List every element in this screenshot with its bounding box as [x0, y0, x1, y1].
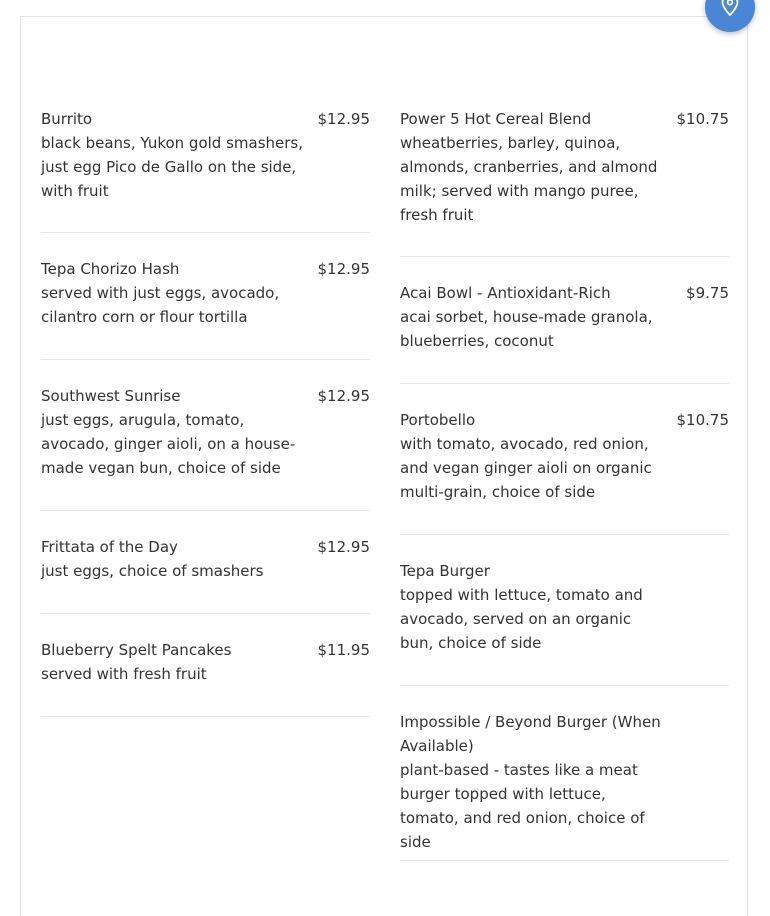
menu-item-price: $9.75 [686, 284, 729, 302]
menu-item [41, 233, 370, 360]
menu-item-description: served with fresh fruit [41, 665, 207, 683]
menu-item-price: $11.95 [317, 641, 370, 659]
menu-item-name: Tepa Chorizo Hash [41, 260, 180, 278]
menu-column-right [400, 107, 729, 861]
menu-item-text [400, 107, 662, 227]
menu-item-description: with tomato, avocado, red onion, and vegan ginger aioli on organic multi-grain, choice of side [400, 435, 652, 501]
menu-item [41, 614, 370, 717]
menu-item-name: Power 5 Hot Cereal Blend [400, 110, 592, 128]
menu-card [20, 16, 748, 916]
menu-item-name: Southwest Sunrise [41, 387, 181, 405]
menu-item-description: just eggs, arugula, tomato, avocado, ginger aioli, on a house-made vegan bun, choice of side [41, 411, 296, 477]
menu-item-text [41, 638, 303, 686]
menu-item-price: $10.75 [676, 110, 729, 128]
menu-item-name: Impossible / Beyond Burger (When Available) [400, 713, 661, 755]
menu-item-text [400, 710, 662, 854]
menu-item-price: $12.95 [317, 538, 370, 556]
menu-item-name: Portobello [400, 411, 476, 429]
menu-item [400, 686, 729, 861]
map-pin-icon [721, 0, 739, 20]
menu-item-price: $12.95 [317, 260, 370, 278]
menu-item-text [41, 257, 303, 329]
menu-item-description: black beans, Yukon gold smashers, just egg Pico de Gallo on the side, with fruit [41, 134, 304, 200]
menu-item-text [400, 281, 662, 353]
menu-item-text [400, 559, 662, 655]
menu-item-text [41, 535, 303, 583]
menu-item-description: plant-based - tastes like a meat burger topped with lettuce, tomato, and red onion, choice of side [400, 761, 645, 851]
menu-item-name: Tepa Burger [400, 562, 490, 580]
menu-item-text [41, 107, 303, 203]
menu-item-description: acai sorbet, house-made granola, blueberries, coconut [400, 308, 653, 350]
menu-item-text [400, 408, 662, 504]
menu-item-description: wheatberries, barley, quinoa, almonds, cranberries, and almond milk; served with mango puree, fresh fruit [400, 134, 658, 224]
menu-item [41, 511, 370, 614]
menu-item-text [41, 384, 303, 480]
menu-item-name: Acai Bowl - Antioxidant-Rich [400, 284, 611, 302]
menu-item-price: $10.75 [676, 411, 729, 429]
menu-item-description: just eggs, choice of smashers [41, 562, 264, 580]
menu-item-name: Frittata of the Day [41, 538, 178, 556]
menu-item-description: served with just eggs, avocado, cilantro corn or flour tortilla [41, 284, 280, 326]
menu-item-price: $12.95 [317, 110, 370, 128]
menu-item-name: Blueberry Spelt Pancakes [41, 641, 232, 659]
menu-item-name: Burrito [41, 110, 93, 128]
menu-item [41, 360, 370, 511]
menu-item-price: $12.95 [317, 387, 370, 405]
menu-item-description: topped with lettuce, tomato and avocado, served on an organic bun, choice of side [400, 586, 643, 652]
menu-item [400, 257, 729, 384]
menu-column-left [41, 107, 370, 717]
menu-item [400, 384, 729, 535]
menu-item [400, 535, 729, 686]
menu-item [41, 107, 370, 233]
menu-item [400, 107, 729, 257]
